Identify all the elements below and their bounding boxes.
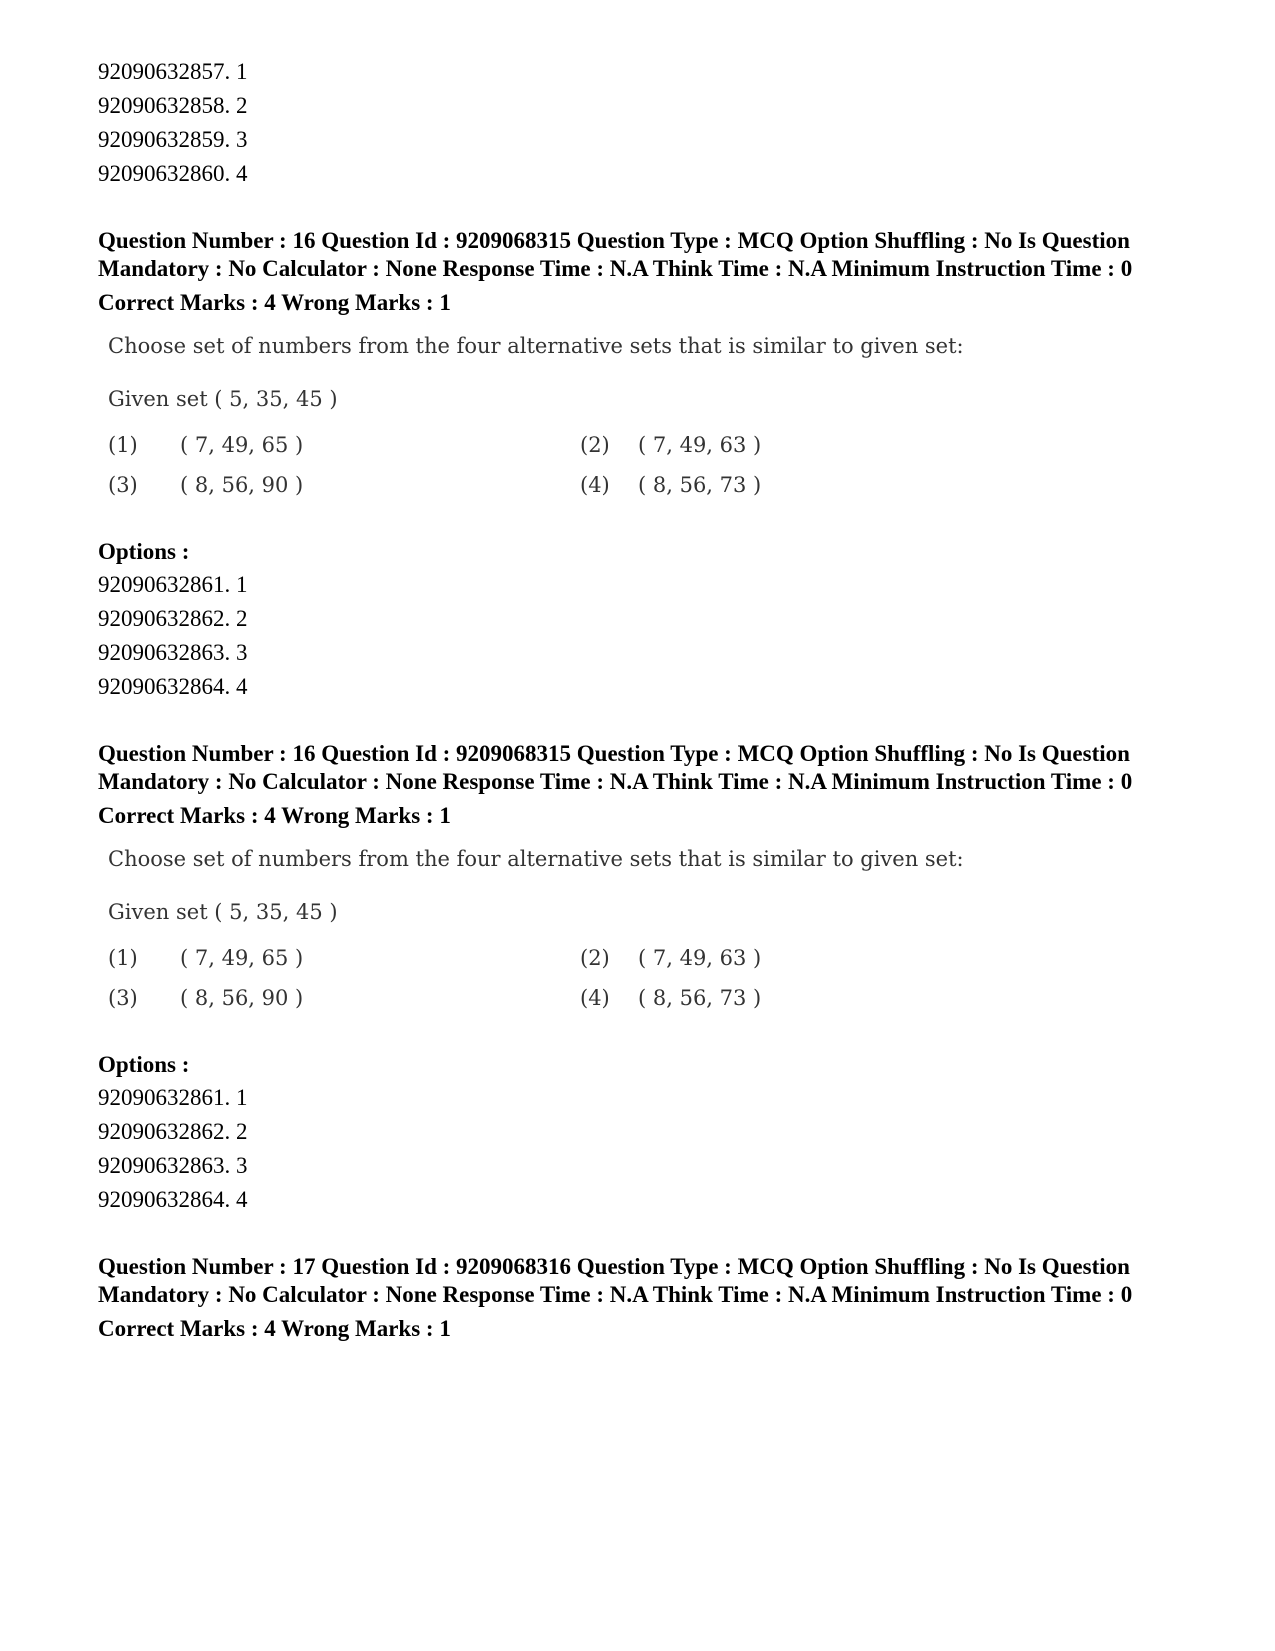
choice-number: (3) [108,986,138,1010]
question-header: Question Number : 16 Question Id : 9209068315 Question Type : MCQ Option Shuffling : No Is Question Mandatory : No Calculator : None Response Time : N.A Think Time : N.A Minimum Instruction Time : 0 [98,228,1133,281]
choice-number: (1) [108,433,138,457]
options-list [98,568,1178,704]
choice-text: ( 8, 56, 90 ) [180,986,304,1010]
options-list [98,1081,1178,1217]
question-marks: Correct Marks : 4 Wrong Marks : 1 [98,803,451,828]
option-item: 92090632861. 1 [98,1085,248,1110]
option-item: 92090632862. 2 [98,606,248,631]
question-marks: Correct Marks : 4 Wrong Marks : 1 [98,290,451,315]
question-image [108,331,1178,500]
question-header: Question Number : 16 Question Id : 9209068315 Question Type : MCQ Option Shuffling : No Is Question Mandatory : No Calculator : None Response Time : N.A Think Time : N.A Minimum Instruction Time : 0 [98,741,1133,794]
question-block-16b [98,740,1178,1217]
option-item: 92090632863. 3 [98,1153,248,1178]
choice-text: ( 8, 56, 73 ) [638,986,762,1010]
choice-number: (4) [580,986,610,1010]
question-block-17 [98,1253,1178,1343]
question-given-set: Given set ( 5, 35, 45 ) [108,387,338,411]
question-image [108,844,1178,1013]
question-block-16a [98,227,1178,704]
options-label: Options : [98,539,190,564]
question-stem: Choose set of numbers from the four alternative sets that is similar to given set: [108,334,964,358]
choice-text: ( 7, 49, 65 ) [180,433,304,457]
option-item: 92090632858. 2 [98,93,248,118]
choice-text: ( 7, 49, 63 ) [638,946,762,970]
option-item: 92090632864. 4 [98,1187,248,1212]
question-choices [108,943,1178,1013]
option-item: 92090632857. 1 [98,59,248,84]
option-item: 92090632861. 1 [98,572,248,597]
choice-text: ( 7, 49, 63 ) [638,433,762,457]
question-stem: Choose set of numbers from the four alternative sets that is similar to given set: [108,847,964,871]
option-item: 92090632860. 4 [98,161,248,186]
question-header: Question Number : 17 Question Id : 9209068316 Question Type : MCQ Option Shuffling : No Is Question Mandatory : No Calculator : None Response Time : N.A Think Time : N.A Minimum Instruction Time : 0 [98,1254,1133,1307]
document-page [98,55,1178,1343]
choice-text: ( 8, 56, 73 ) [638,473,762,497]
choice-text: ( 8, 56, 90 ) [180,473,304,497]
option-item: 92090632859. 3 [98,127,248,152]
choice-number: (2) [580,433,610,457]
question-given-set: Given set ( 5, 35, 45 ) [108,900,338,924]
choice-number: (1) [108,946,138,970]
choice-text: ( 7, 49, 65 ) [180,946,304,970]
choice-number: (3) [108,473,138,497]
choice-number: (2) [580,946,610,970]
question-choices [108,430,1178,500]
option-item: 92090632864. 4 [98,674,248,699]
question-marks: Correct Marks : 4 Wrong Marks : 1 [98,1316,451,1341]
option-item: 92090632863. 3 [98,640,248,665]
choice-number: (4) [580,473,610,497]
previous-options-list [98,55,1178,191]
option-item: 92090632862. 2 [98,1119,248,1144]
options-label: Options : [98,1052,190,1077]
